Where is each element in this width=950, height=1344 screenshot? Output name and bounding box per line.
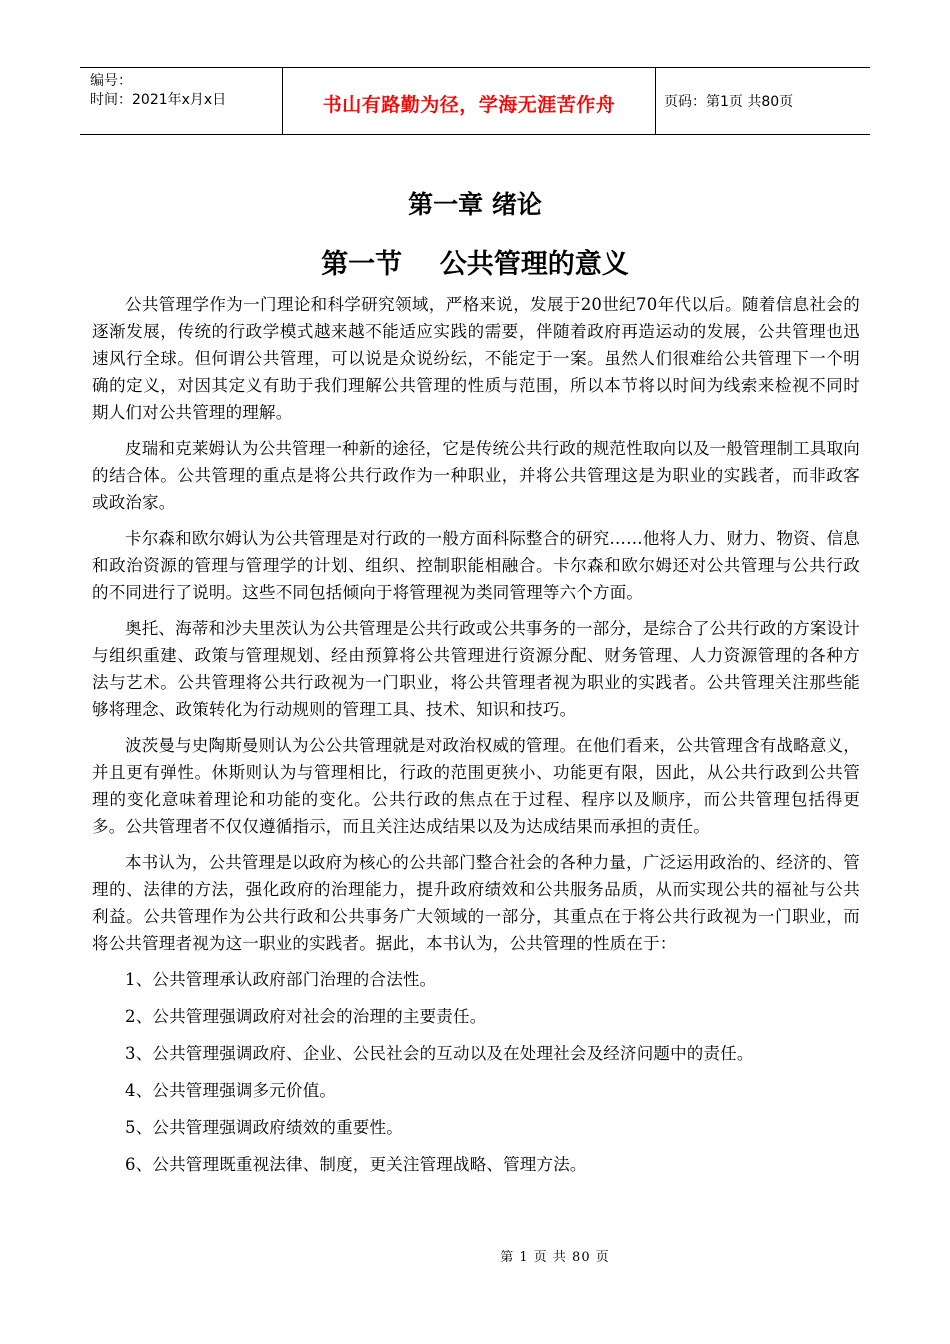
section-title: 第一节 公共管理的意义 [321, 249, 629, 280]
page-footer: 第 1 页 共 80 页 [500, 1250, 610, 1265]
page-header [80, 67, 870, 135]
paragraph: 公共管理学作为一门理论和科学研究领域，严格来说，发展于20世纪70年代以后。随着信息社会的逐渐发展，传统的行政学模式越来越不能适应实践的需要，伴随着政府再造运动的发展，公共管理也迅速风行全球。但何谓公共管理，可以说是众说纷纭，不能定于一案。虽然人们很难给公共管理下一个明确的定义，对因其定义有助于我们理解公共管理的性质与范围，所以本节将以时间为线索来检视不同时期人们对公共管理的理解。 [92, 295, 860, 422]
list-item: 6、公共管理既重视法律、制度，更关注管理战略、管理方法。 [125, 1155, 587, 1174]
list-item: 4、公共管理强调多元价值。 [125, 1081, 337, 1100]
time-label: 时间：2021年x月x日 [90, 92, 227, 108]
list-item: 2、公共管理强调政府对社会的治理的主要责任。 [125, 1007, 487, 1026]
serial-label: 编号： [90, 73, 132, 89]
list-item: 3、公共管理强调政府、企业、公民社会的互动以及在处理社会及经济问题中的责任。 [125, 1044, 754, 1063]
paragraph: 卡尔森和欧尔姆认为公共管理是对行政的一般方面科际整合的研究……他将人力、财力、物资、信息和政治资源的管理与管理学的计划、组织、控制职能相融合。卡尔森和欧尔姆还对公共管理与公共行政的不同进行了说明。这些不同包括倾向于将管理视为类同管理等六个方面。 [92, 529, 860, 602]
header-meta [80, 68, 282, 134]
header-page-info: 页码：第1页 共80页 [664, 94, 794, 110]
paragraph: 皮瑞和克莱姆认为公共管理一种新的途径，它是传统公共行政的规范性取向以及一般管理制工具取向的结合体。公共管理的重点是将公共行政作为一种职业，并将公共管理这是为职业的实践者，而非政客或政治家。 [92, 439, 860, 512]
chapter-title: 第一章 绪论 [408, 190, 542, 219]
header-motto: 书山有路勤为径，学海无涯苦作舟 [322, 93, 616, 116]
paragraph: 奥托、海蒂和沙夫里茨认为公共管理是公共行政或公共事务的一部分，是综合了公共行政的方案设计与组织重建、政策与管理规划、经由预算将公共管理进行资源分配、财务管理、人力资源管理的各种方法与艺术。公共管理将公共行政视为一门职业，将公共管理者视为职业的实践者。公共管理关注那些能够将理念、政策转化为行动规则的管理工具、技术、知识和技巧。 [92, 619, 860, 719]
paragraph: 波茨曼与史陶斯曼则认为公公共管理就是对政治权威的管理。在他们看来，公共管理含有战略意义，并且更有弹性。休斯则认为与管理相比，行政的范围更狭小、功能更有限，因此，从公共行政到公共管理的变化意味着理论和功能的变化。公共行政的焦点在于过程、程序以及顺序，而公共管理包括得更多。公共管理者不仅仅遵循指示，而且关注达成结果以及为达成结果而承担的责任。 [92, 736, 860, 836]
list-item: 1、公共管理承认政府部门治理的合法性。 [125, 970, 437, 989]
list-item: 5、公共管理强调政府绩效的重要性。 [125, 1118, 403, 1137]
header-motto-cell [282, 68, 656, 134]
paragraph: 本书认为，公共管理是以政府为核心的公共部门整合社会的各种力量，广泛运用政治的、经济的、管理的、法律的方法，强化政府的治理能力，提升政府绩效和公共服务品质，从而实现公共的福祉与公共利益。公共管理作为公共行政和公共事务广大领域的一部分，其重点在于将公共行政视为一门职业，而将公共管理者视为这一职业的实践者。据此，本书认为，公共管理的性质在于： [92, 853, 860, 953]
document-body [92, 291, 860, 1188]
